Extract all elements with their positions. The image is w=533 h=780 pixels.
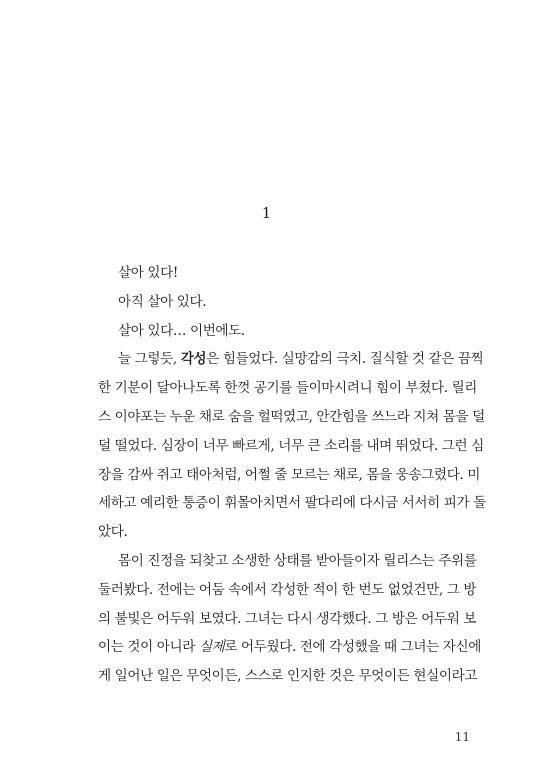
text-segment: 은 힘들었다. 실망감의 극치. 질식할 것 같은 끔찍 [206,351,484,368]
body-text [98,259,486,691]
chapter-number: 1 [261,204,272,222]
text-line: 스 이야포는 누운 채로 숨을 헐떡였고, 안간힘을 쓰느라 지쳐 몸을 덜 [98,408,485,425]
text-segment: 이는 것이 아니라 [98,639,199,656]
text-line: 았다. [98,524,128,541]
text-line [98,345,484,374]
text-segment: 늘 그렇듯, [118,351,181,368]
text-line: 세하고 예리한 통증이 휘몰아치면서 팔다리에 다시금 서서히 피가 돌 [98,495,486,512]
page-number: 11 [454,730,470,744]
text-segment: 로 어두웠다. 전에 각성했을 때 그녀는 자신에 [224,639,481,656]
text-line: 게 일어난 일은 무엇이든, 스스로 인지한 것은 무엇이든 현실이라고 [98,668,478,685]
text-line [98,633,481,662]
text-line: 한 기분이 달아나도록 한껏 공기를 들이마시려니 힘이 부쳤다. 릴리 [98,380,478,397]
text-line: 장을 감싸 쥐고 태아처럼, 어쩔 줄 모르는 채로, 몸을 웅송그렸다. 미 [98,466,480,483]
text-line: 덜 떨었다. 심장이 너무 빠르게, 너무 큰 소리를 내며 뛰었다. 그런 심 [98,437,484,454]
emphasized-word: 각성 [180,351,207,368]
text-line: 둘러봤다. 전에는 어둠 속에서 각성한 적이 한 번도 없었건만, 그 방 [98,581,477,598]
text-line: 의 불빛은 어두워 보였다. 그녀는 다시 생각했다. 그 방은 어두워 보 [98,610,477,627]
text-line: 살아 있다… 이번에도. [118,322,245,339]
text-line: 살아 있다! [118,265,178,281]
emphasized-word: 실제 [198,639,225,656]
text-line: 몸이 진정을 되찾고 소생한 상태를 받아들이자 릴리스는 주위를 [118,552,477,569]
text-line: 아직 살아 있다. [118,293,207,310]
